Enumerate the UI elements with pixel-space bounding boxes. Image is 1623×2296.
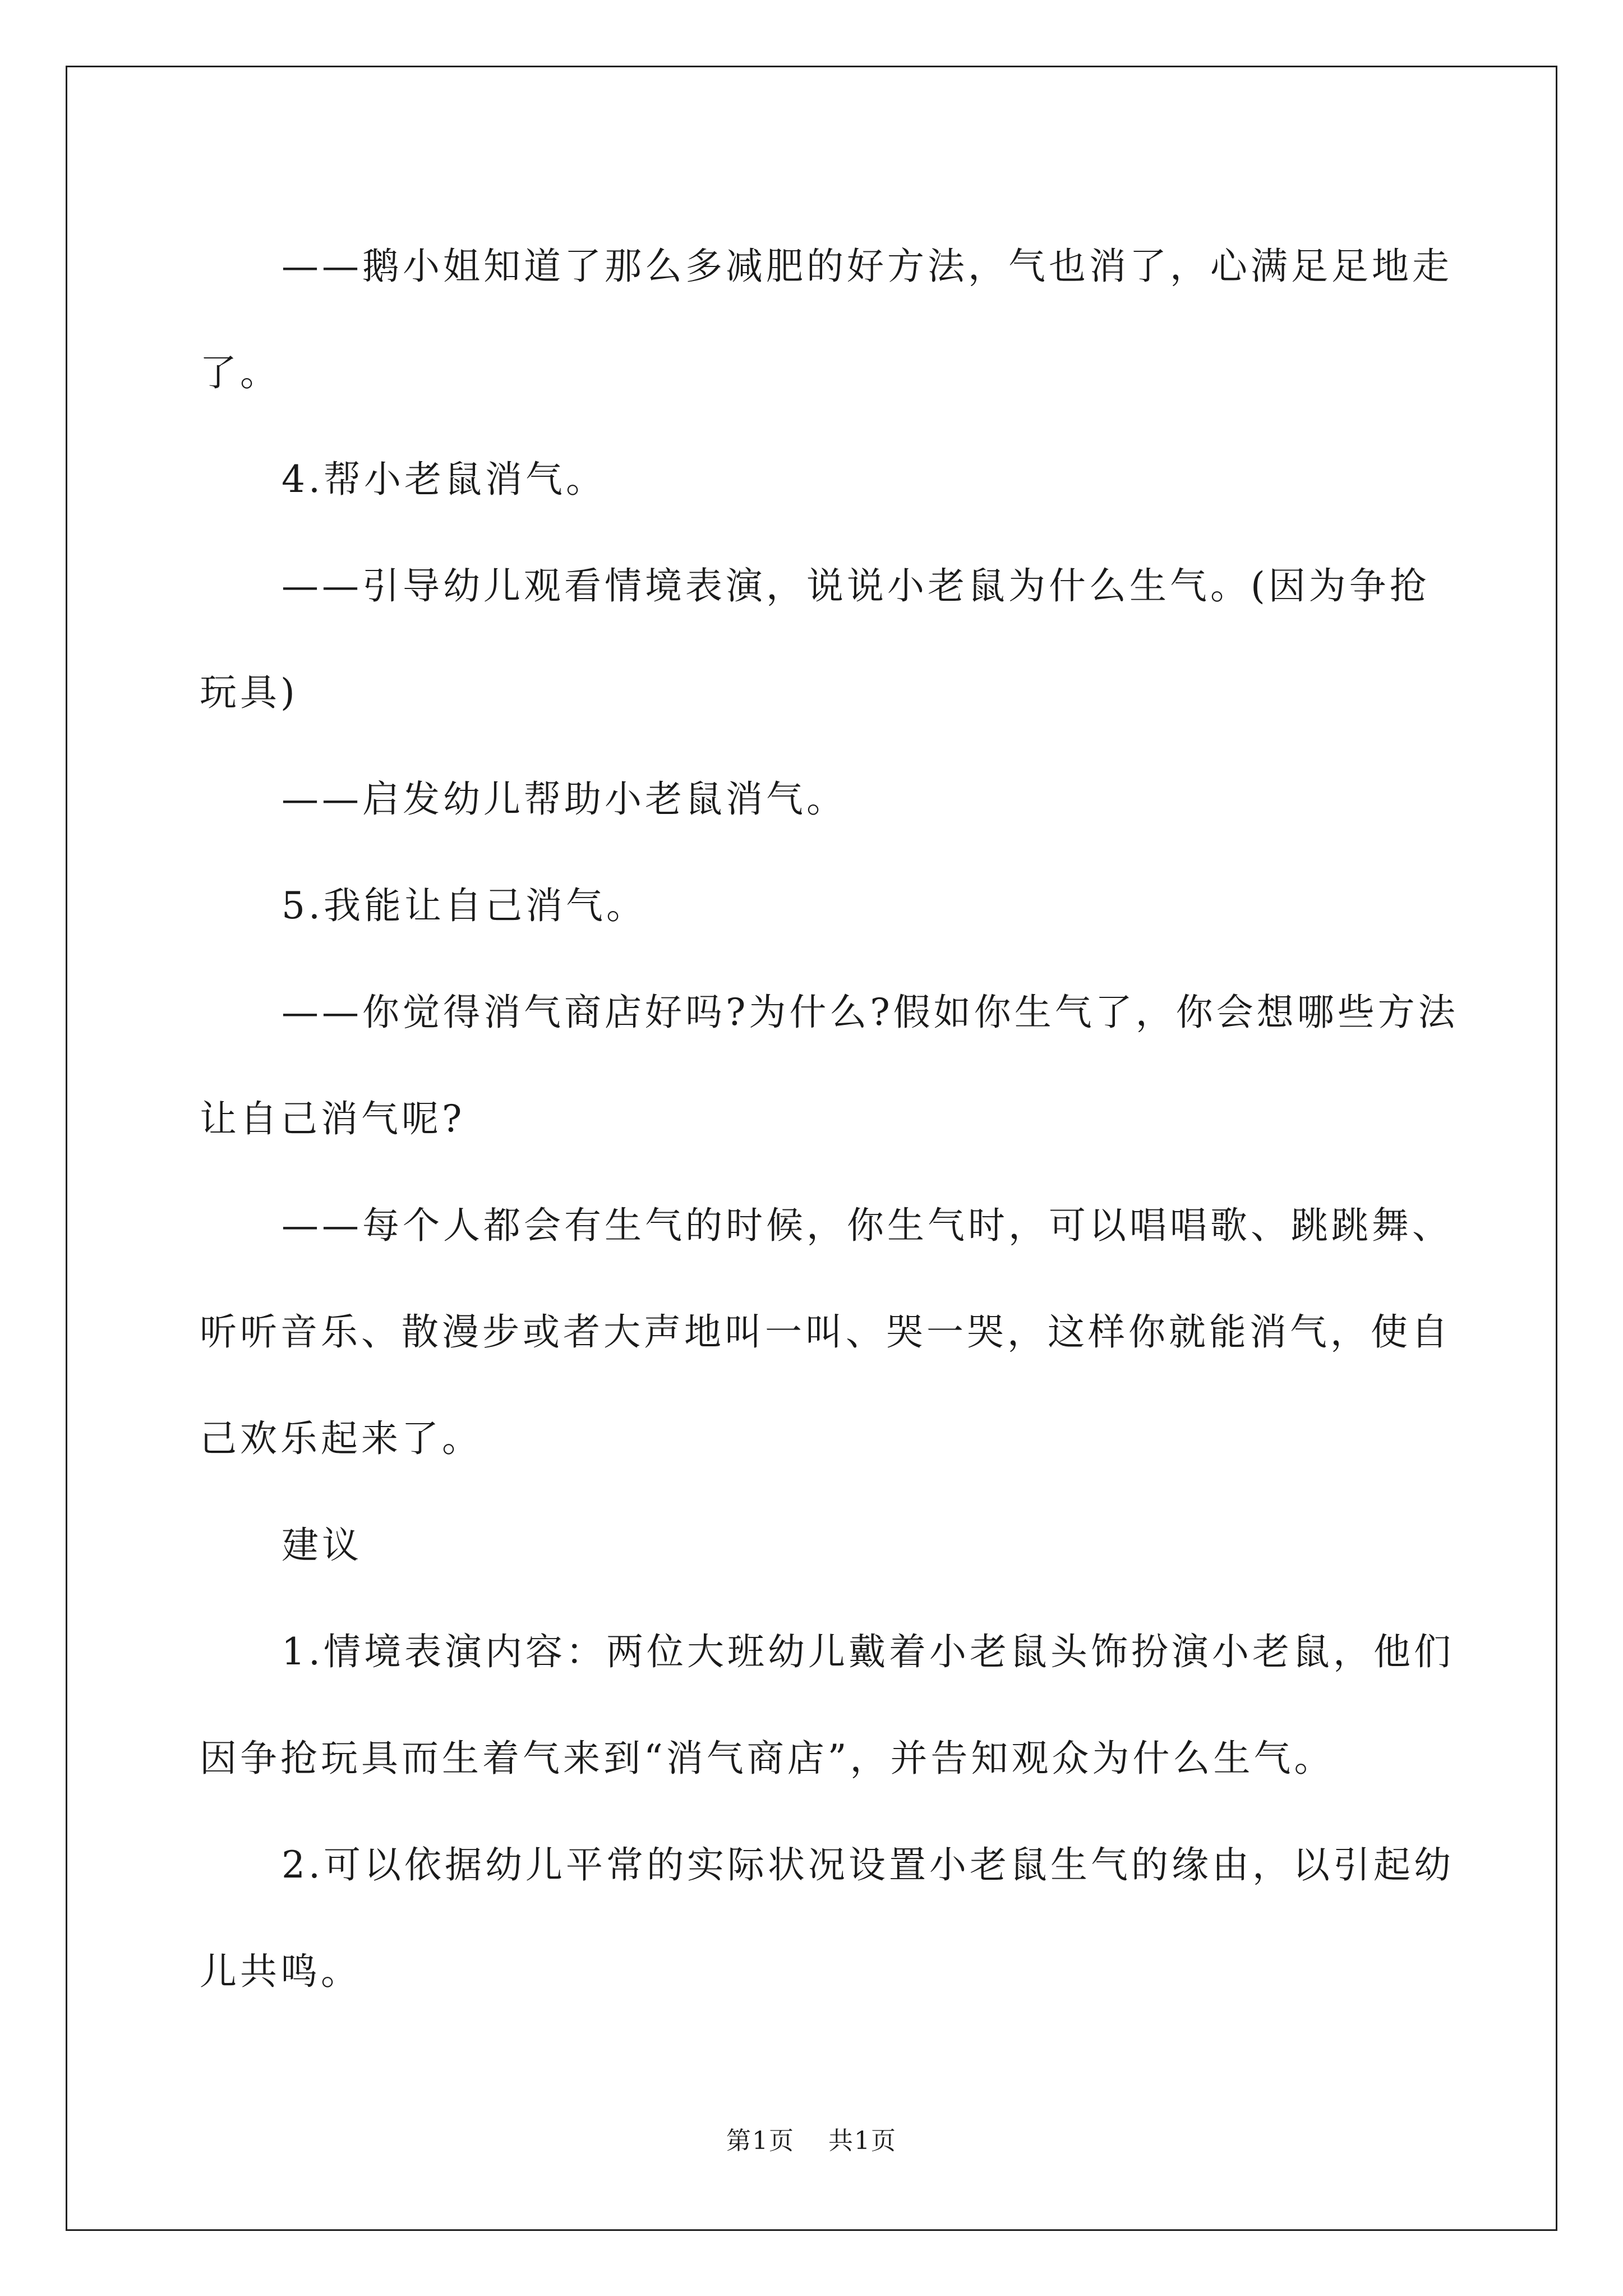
paragraph: ——每个人都会有生气的时候，你生气时，可以唱唱歌、跳跳舞、听听音乐、散漫步或者大声地叫一叫、哭一哭，这样你就能消气，使自己欢乐起来了。 — [200, 1204, 1453, 1460]
paragraph: ——引导幼儿观看情境表演，说说小老鼠为什么生气。(因为争抢玩具) — [200, 564, 1430, 714]
paragraph: 1.情境表演内容：两位大班幼儿戴着小老鼠头饰扮演小老鼠，他们因争抢玩具而生着气来到“消气商店”，并告知观众为什么生气。 — [200, 1630, 1454, 1780]
paragraph: 4.帮小老鼠消气。 — [282, 458, 606, 501]
document-body — [200, 213, 1461, 2025]
page-number: 第1页 — [726, 2127, 795, 2155]
section-heading: 建议 — [282, 1524, 362, 1567]
page-footer — [0, 2120, 1623, 2156]
page-total: 共1页 — [828, 2127, 897, 2155]
paragraph: ——你觉得消气商店好吗?为什么?假如你生气了，你会想哪些方法让自己消气呢? — [200, 991, 1459, 1140]
paragraph: 5.我能让自己消气。 — [282, 884, 647, 927]
paragraph: ——鹅小姐知道了那么多减肥的好方法，气也消了，心满足足地走了。 — [200, 245, 1453, 394]
paragraph: ——启发幼儿帮助小老鼠消气。 — [282, 777, 847, 821]
paragraph: 2.可以依据幼儿平常的实际状况设置小老鼠生气的缘由，以引起幼儿共鸣。 — [200, 1843, 1454, 1993]
